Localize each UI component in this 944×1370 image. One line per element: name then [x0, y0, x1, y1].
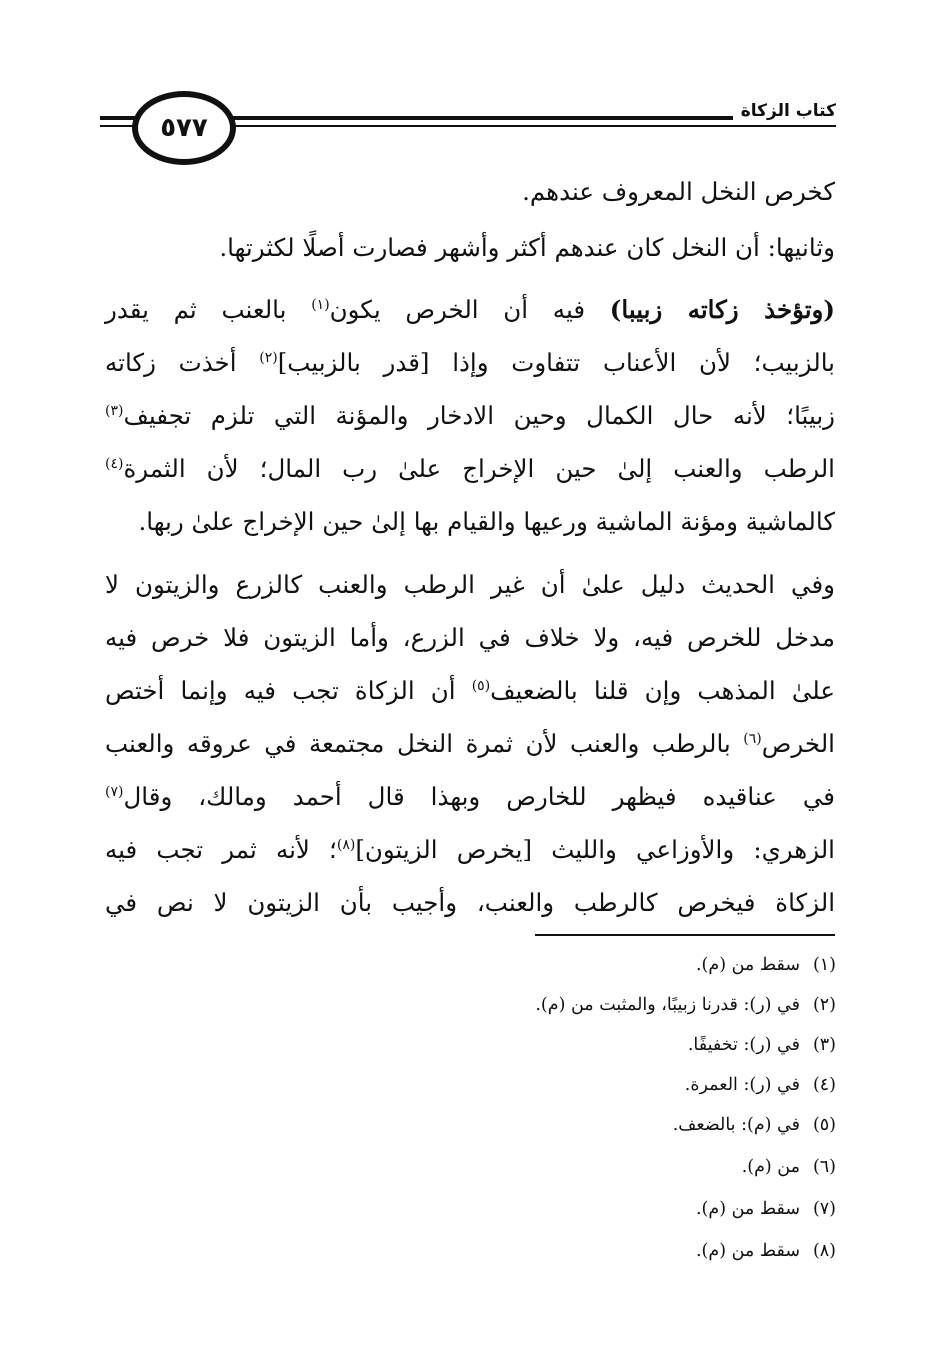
footnote-number: (٥): [812, 1115, 836, 1135]
footnote: [535, 992, 836, 1018]
footnote: [696, 952, 836, 978]
text-line: وثانيها: أن النخل كان عندهم أكثر وأشهر فصارت أصلًا لكثرتها.: [219, 233, 835, 262]
text-line: في عناقيده فيظهر للخارص وبهذا قال أحمد ومالك، وقال$^{(٧)}$: [105, 782, 835, 811]
text-line: وفي الحديث دليل علىٰ أن غير الرطب والعنب كالزرع والزيتون لا: [105, 570, 835, 599]
text-line: مدخل للخرص فيه، ولا خلاف في الزرع، وأما الزيتون فلا خرص فيه: [105, 623, 835, 652]
footnote-text: من (م).: [741, 1157, 800, 1177]
footnote-number: (٤): [812, 1075, 836, 1095]
footnote-text: سقط من (م).: [695, 1241, 800, 1261]
footnote-ref: (٨): [336, 836, 356, 853]
footnote-ref: (٧): [105, 783, 124, 800]
text-line: كخرص النخل المعروف عندهم.: [522, 177, 835, 206]
text-line: علىٰ المذهب وإن قلنا بالضعيف$^{(٥)}$ أن الزكاة تجب فيه وإنما أختص: [105, 676, 835, 705]
footnote-text: سقط من (م).: [695, 1199, 800, 1219]
footnote-ref: (٤): [105, 455, 124, 472]
footnote: [673, 1112, 836, 1138]
footnote-number: (٣): [812, 1035, 836, 1055]
footnote: [696, 1196, 836, 1222]
footnote-ref: (٥): [471, 677, 491, 694]
footnote: [696, 1238, 836, 1264]
text-line: كالماشية ومؤنة الماشية ورعيها والقيام بها إلىٰ حين الإخراج علىٰ ربها.: [138, 507, 835, 536]
footnote-text: في (ر): تخفيفًا.: [687, 1035, 800, 1055]
footnote: [685, 1072, 836, 1098]
text-line: الخرص$^{(٦)}$ بالرطب والعنب لأن ثمرة النخل مجتمعة في عروقه والعنب: [105, 729, 835, 758]
text-line: الزكاة فيخرص كالرطب والعنب، وأجيب بأن الزيتون لا نص في: [105, 888, 835, 917]
text-line: بالزبيب؛ لأن الأعناب تتفاوت وإذا [قدر بالزبيب]$^{(٢)}$ أخذت زكاته: [105, 348, 835, 377]
footnote-text: في (ر): قدرنا زبيبًا، والمثبت من (م).: [535, 995, 800, 1015]
footnote-text: في (ر): العمرة.: [684, 1075, 800, 1095]
footnote-separator: [535, 934, 835, 936]
text-line: (وتؤخذ زكاته زبيبا) فيه أن الخرص يكون$^{(١)}$ بالعنب ثم يقدر: [105, 295, 835, 324]
footnote-ref: (٦): [743, 730, 762, 747]
footnote-ref: (١): [311, 296, 330, 313]
quoted-matn: (وتؤخذ زكاته زبيبا): [609, 295, 835, 324]
text-line: الرطب والعنب إلىٰ حين الإخراج علىٰ رب المال؛ لأن الثمرة$^{(٤)}$: [105, 454, 835, 483]
footnote-ref: (٣): [105, 402, 124, 419]
text-line: الزهري: والأوزاعي والليث [يخرص الزيتون]$^{(٨)}$؛ لأنه ثمر تجب فيه: [105, 835, 835, 864]
footnote-text: في (م): بالضعف.: [672, 1115, 800, 1135]
page-number-badge: [132, 91, 236, 165]
footnote-ref: (٢): [259, 349, 278, 366]
footnote-number: (٨): [812, 1241, 836, 1261]
footnote: [742, 1154, 836, 1180]
footnote-number: (١): [812, 955, 836, 975]
footnote-number: (٦): [812, 1157, 836, 1177]
footnote-text: سقط من (م).: [695, 955, 800, 975]
footnote-number: (٢): [812, 995, 836, 1015]
text-line: زبيبًا؛ لأنه حال الكمال وحين الادخار والمؤنة التي تلزم تجفيف$^{(٣)}$: [105, 401, 835, 430]
page-number: ٥٧٧: [160, 113, 208, 143]
running-header-title: كتاب الزكاة: [733, 101, 846, 121]
footnote-number: (٧): [812, 1199, 836, 1219]
footnote: [688, 1032, 836, 1058]
